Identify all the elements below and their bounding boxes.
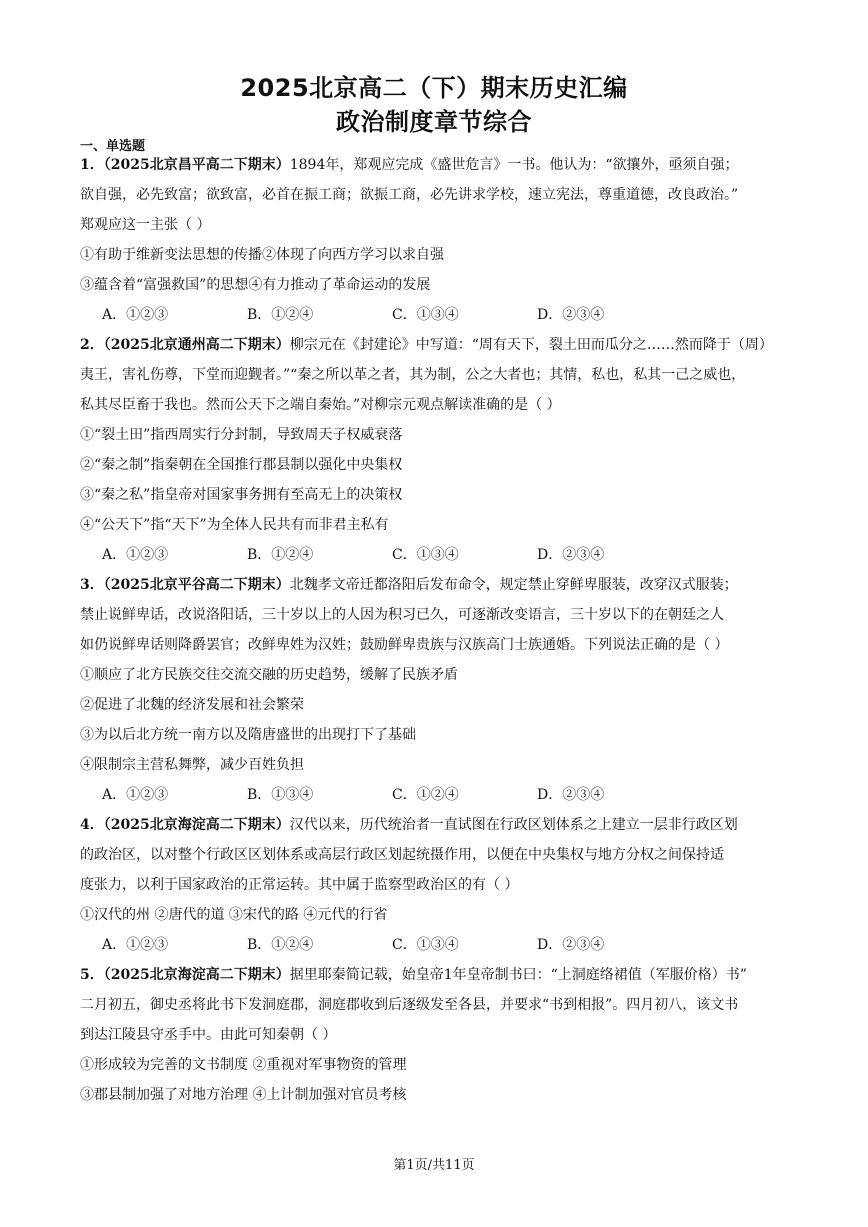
question-text-line: 私其尽臣畜于我也。然而公天下之端自秦始。”对柳宗元观点解读准确的是（ ） bbox=[80, 397, 561, 413]
document-title: 2025北京高二（下）期末历史汇编 bbox=[240, 74, 628, 102]
question-source: （2025北京海淀高二下期末） bbox=[103, 817, 290, 833]
statement-line: ③“秦之私”指皇帝对国家事务拥有至高无上的决策权 bbox=[80, 487, 403, 503]
question-1 bbox=[80, 150, 792, 330]
option-b: B．①②④ bbox=[247, 307, 314, 323]
statement-line: ①顺应了北方民族交往交流交融的历史趋势，缓解了民族矛盾 bbox=[80, 667, 458, 683]
option-a: A．①②③ bbox=[102, 547, 169, 563]
page-footer: 第1页/共11页 bbox=[393, 1158, 475, 1173]
answer-options bbox=[80, 930, 792, 960]
question-source: （2025北京通州高二下期末） bbox=[103, 337, 290, 353]
question-source: （2025北京海淀高二下期末） bbox=[103, 967, 290, 983]
question-5 bbox=[80, 960, 792, 1110]
question-4 bbox=[80, 810, 792, 960]
statement-line: ④限制宗主营私舞弊，减少百姓负担 bbox=[80, 757, 304, 773]
question-text-line: 欲自强，必先致富；欲致富，必首在振工商；欲振工商，必先讲求学校，速立宪法，尊重道德，改良政治。” bbox=[80, 187, 739, 203]
question-2 bbox=[80, 330, 792, 570]
answer-options bbox=[80, 780, 792, 810]
statement-line: ③为以后北方统一南方以及隋唐盛世的出现打下了基础 bbox=[80, 727, 416, 743]
document-subtitle: 政治制度章节综合 bbox=[336, 108, 532, 136]
statement-line: ①形成较为完善的文书制度 ②重视对军事物资的管理 bbox=[80, 1057, 407, 1073]
option-b: B．①③④ bbox=[247, 787, 314, 803]
question-text-line: 夷王，害礼伤尊，下堂而迎觐者。”“秦之所以革之者，其为制，公之大者也；其情，私也，私其一己之威也， bbox=[80, 367, 746, 383]
option-b: B．①②④ bbox=[247, 937, 314, 953]
question-text-line: 二月初五，御史丞将此书下发洞庭郡，洞庭郡收到后逐级发至各县，并要求“书到相报”。四月初八，该文书 bbox=[80, 997, 739, 1013]
question-source: （2025北京昌平高二下期末） bbox=[103, 157, 290, 173]
option-c: C．①③④ bbox=[392, 937, 459, 953]
question-text-line: 如仍说鲜卑话则降爵罢官；改鲜卑姓为汉姓；鼓励鲜卑贵族与汉族高门士族通婚。下列说法正确的是（ ） bbox=[80, 637, 729, 653]
option-c: C．①②④ bbox=[392, 787, 459, 803]
question-text-line: 1．（2025北京昌平高二下期末）1894年，郑观应完成《盛世危言》一书。他认为：“欲攘外，亟须自强； bbox=[80, 157, 739, 173]
question-number: 5． bbox=[80, 967, 104, 983]
option-b: B．①②④ bbox=[247, 547, 314, 563]
option-c: C．①③④ bbox=[392, 547, 459, 563]
statement-line: ①“裂土田”指西周实行分封制，导致周天子权威衰落 bbox=[80, 427, 403, 443]
question-number: 2． bbox=[80, 337, 104, 353]
option-d: D．②③④ bbox=[537, 787, 605, 803]
statement-line: ②“秦之制”指秦朝在全国推行郡县制以强化中央集权 bbox=[80, 457, 403, 473]
statement-line: ④“公天下”指“天下”为全体人民共有而非君主私有 bbox=[80, 517, 389, 533]
question-source: （2025北京平谷高二下期末） bbox=[103, 577, 290, 593]
answer-options bbox=[80, 540, 792, 570]
option-d: D．②③④ bbox=[537, 937, 605, 953]
question-number: 4． bbox=[80, 817, 104, 833]
statement-line: ②促进了北魏的经济发展和社会繁荣 bbox=[80, 697, 304, 713]
question-text-line: 3．（2025北京平谷高二下期末）北魏孝文帝迁都洛阳后发布命令，规定禁止穿鲜卑服装，改穿汉式服装； bbox=[80, 577, 738, 593]
option-c: C．①③④ bbox=[392, 307, 459, 323]
section-heading: 一、单选题 bbox=[80, 139, 146, 154]
question-text-line: 郑观应这一主张（ ） bbox=[80, 217, 211, 233]
statement-line: ③蕴含着“富强救国”的思想④有力推动了革命运动的发展 bbox=[80, 277, 431, 293]
option-a: A．①②③ bbox=[102, 787, 169, 803]
answer-options bbox=[80, 300, 792, 330]
question-number: 3． bbox=[80, 577, 104, 593]
question-number: 1． bbox=[80, 157, 104, 173]
question-3 bbox=[80, 570, 792, 810]
questions-list bbox=[80, 150, 792, 1110]
option-a: A．①②③ bbox=[102, 937, 169, 953]
question-text-line: 的政治区，以对整个行政区区划体系或高层行政区划起统摄作用，以便在中央集权与地方分权之间保持适 bbox=[80, 847, 724, 863]
question-text-line: 禁止说鲜卑话，改说洛阳话，三十岁以上的人因为积习已久，可逐渐改变语言，三十岁以下的在朝廷之人 bbox=[80, 607, 724, 623]
option-a: A．①②③ bbox=[102, 307, 169, 323]
question-text-line: 4．（2025北京海淀高二下期末）汉代以来，历代统治者一直试图在行政区划体系之上建立一层非行政区划 bbox=[80, 817, 738, 833]
statement-line: ③郡县制加强了对地方治理 ④上计制加强对官员考核 bbox=[80, 1087, 407, 1103]
question-text-line: 2．（2025北京通州高二下期末）柳宗元在《封建论》中写道：“周有天下，裂土田而瓜分之……然而降于（周） bbox=[80, 337, 773, 353]
statement-line: ①有助于维新变法思想的传播②体现了向西方学习以求自强 bbox=[80, 247, 444, 263]
question-text-line: 5．（2025北京海淀高二下期末）据里耶秦简记载，始皇帝1年皇帝制书曰：“上洞庭络裙值（军服价格）书” bbox=[80, 967, 747, 983]
option-d: D．②③④ bbox=[537, 307, 605, 323]
question-text-line: 到达江陵县守丞手中。由此可知秦朝（ ） bbox=[80, 1027, 337, 1043]
question-text-line: 度张力，以利于国家政治的正常运转。其中属于监察型政治区的有（ ） bbox=[80, 877, 519, 893]
statement-line: ①汉代的州 ②唐代的道 ③宋代的路 ④元代的行省 bbox=[80, 907, 388, 923]
option-d: D．②③④ bbox=[537, 547, 605, 563]
